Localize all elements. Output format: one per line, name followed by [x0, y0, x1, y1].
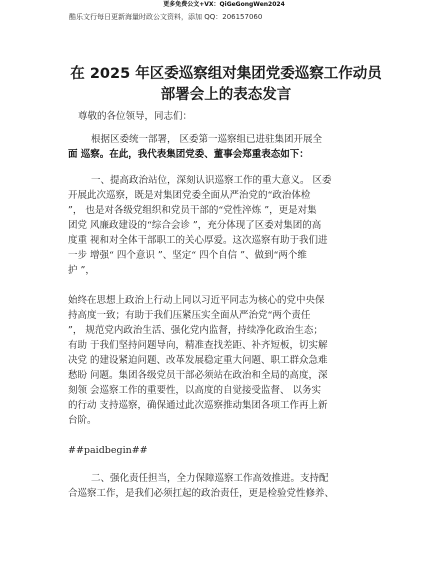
paragraph-4-line-2: 合巡察工作，是我们必须扛起的政治责任，更是检验党性修养、: [68, 488, 335, 499]
paragraph-1-line-1: 根据区委统一部署， 区委第一巡察组已进驻集团开展全: [91, 134, 323, 145]
paragraph-2-line-2: 开展此次巡察，既是对集团党委全面从严治党的“政治体检: [68, 190, 311, 201]
paragraph-3-line-9: 台阶。: [68, 415, 97, 426]
paragraph-3-line-2: 持高度一致；有助于我们压紧压实全面从严治党“两个责任: [68, 310, 311, 321]
promo-subheader: 酷乐文行每日更新海量时政公文资料，添加 QQ：206157060: [69, 13, 263, 21]
paragraph-2-line-4: 团党 风廉政建设的“综合会诊 ”，充分体现了区委对集团的高: [68, 220, 322, 231]
paragraph-3-line-8: 的行动 支持巡察，确保通过此次巡察推动集团各项工作再上新: [68, 400, 328, 411]
document-title: [56, 64, 396, 106]
paragraph-2-line-3: ”， 也是对各级党组织和党员干部的“党性淬炼 ”，更是对集: [68, 205, 317, 216]
title-line-1: 在 2025 年区委巡察组对集团党委巡察工作动员: [70, 66, 382, 82]
paragraph-4-line-1: 二、强化责任担当，全力保障巡察工作高效推进。支持配: [91, 473, 329, 484]
paragraph-1-line-2: 面 巡察。在此，我代表集团党委、董事会郑重表态如下：: [68, 149, 309, 160]
paragraph-3-line-7: 刻领 会巡察工作的重要性，以高度的自觉接受监督、 以务实: [68, 385, 322, 396]
paid-marker: ##paidbegin##: [68, 445, 148, 456]
paragraph-3-line-6: 愁盼 问题。集团各级党员干部必须站在政治和全局的高度，深: [68, 370, 328, 381]
paragraph-3-line-3: ”， 规范党内政治生活、强化党内监督，持续净化政治生态；: [68, 325, 323, 336]
promo-header: 更多免费公文+VX：QiGeGongWen2024: [163, 1, 285, 8]
paragraph-3-line-5: 决党 的建设紧迫问题、改革发展稳定重大问题、职工群众急难: [68, 355, 328, 366]
paragraph-3-line-1: 始终在思想上政治上行动上同以习近平同志为核心的党中央保: [68, 295, 325, 306]
paragraph-2-line-6: 一步 增强“ 四个意识 ”、坚定“ 四个自信 ”、做到“两个维: [68, 250, 307, 261]
paragraph-2-line-7: 护 ”，: [68, 265, 95, 276]
paragraph-2-line-5: 度重 视和对全体干部职工的关心厚爱。这次巡察有助于我们进: [68, 235, 328, 246]
greeting: 尊敬的各位领导，同志们：: [78, 111, 193, 122]
paragraph-2-line-1: 一、提高政治站位，深刻认识巡察工作的重大意义。 区委: [91, 175, 332, 186]
paragraph-3-line-4: 有助 于我们坚持问题导向，精准查找差距、补齐短板，切实解: [68, 340, 328, 351]
title-line-2: 部署会上的表态发言: [160, 87, 292, 103]
